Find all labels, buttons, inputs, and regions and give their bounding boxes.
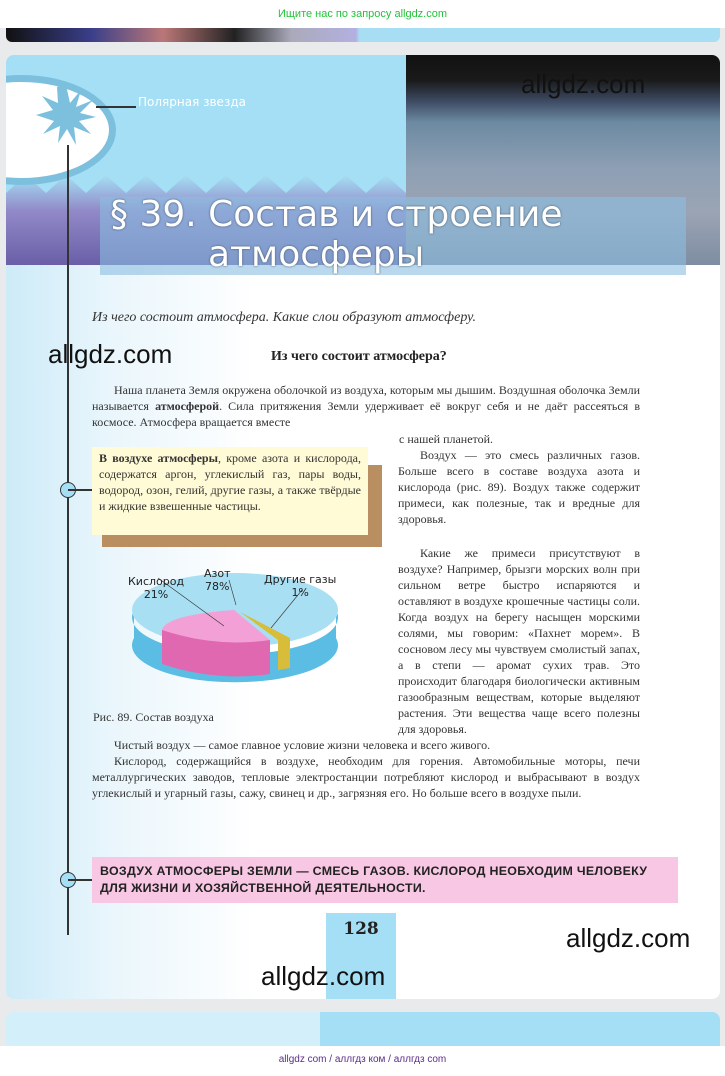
- margin-connector: [68, 879, 94, 881]
- page-number: 128: [326, 913, 396, 999]
- label-oxygen: [128, 575, 184, 601]
- paragraph-4: Чистый воздух — самое главное условие жизни человека и всего живого.: [114, 738, 491, 752]
- margin-connector: [68, 489, 94, 491]
- watermark: allgdz.com: [261, 961, 386, 991]
- paragraph-3: Какие же примеси присутствуют в воздухе? Например, брызги морских волн при сильном ветре быстро испаряются и оставляют в воздухе крошечные частицы соли. Когда воздух на берегу насыщен морскими солями, мы говорим: «Пахнет морем». В сосновом лесу мы чувствуем смолистый запах, а в степи — аромат сухих трав. Это происходит благодаря биологически активным газообразным веществам, которые выделяют растения. Эти вещества чаще всего полезны для здоровья.: [398, 546, 640, 736]
- label-other: [264, 573, 336, 599]
- title-line-2: атмосферы: [208, 234, 425, 275]
- label-nitrogen: [204, 567, 231, 593]
- paragraph-1: [92, 382, 640, 430]
- paragraph-2: Воздух — это смесь различных газов. Больше всего в составе воздуха азота и кислорода (рис. 89). Воздух также содержит примеси, как полезные, так и вредные для здоровья.: [398, 448, 640, 526]
- text: . Сила притяжения Земли удерживает её вокруг себя и не даёт рассеяться в космосе. Атмосфера вращается вместе: [92, 399, 640, 429]
- slice-label: Кислород: [128, 575, 185, 588]
- footer-links[interactable]: allgdz com / аллгдз ком / аллгдз com: [0, 1046, 725, 1076]
- polar-star-icon: [36, 85, 96, 145]
- text: Наша планета Земля окружена оболочкой из воздуха, которым мы дышим. Воздушная оболочка Земли называется: [92, 383, 640, 413]
- slice-value: 1%: [291, 586, 309, 599]
- section-heading: Из чего состоит атмосфера?: [271, 349, 447, 364]
- title-line-1: § 39. Состав и строение: [110, 194, 563, 235]
- margin-line: [67, 145, 69, 935]
- term: В воздухе атмосферы: [99, 451, 218, 465]
- page-title: [110, 195, 563, 275]
- paragraph-5: Кислород, содержащийся в воздухе, необходим для горения. Автомобильные моторы, печи металлургических заводов, тепловые электростанции потребляют кислород и выбрасывают в воздух углекислый и угарный газы, сажу, свинец и др., загрязняя его. Но больше всего в воздухе пыли.: [92, 754, 640, 800]
- rubric-label: Полярная звезда: [138, 95, 246, 109]
- paragraph-1-end: с нашей планетой.: [399, 432, 494, 446]
- watermark: allgdz.com: [521, 69, 646, 99]
- textbook-page: [6, 55, 720, 999]
- previous-page-strip: [6, 28, 720, 42]
- top-banner[interactable]: Ищите нас по запросу allgdz.com: [0, 0, 725, 28]
- rubric-connector: [96, 106, 136, 108]
- slice-value: 78%: [205, 580, 230, 593]
- lesson-questions: Из чего состоит атмосфера. Какие слои образуют атмосферу.: [92, 310, 476, 325]
- text: , кроме азота и кислорода, содержатся аргон, углекислый газ, пары воды, водород, озон, гелий, другие газы, а также твёрдые и жидкие взвешенные частицы.: [99, 451, 361, 513]
- watermark: allgdz.com: [48, 339, 173, 369]
- slice-label: Другие газы: [264, 573, 337, 586]
- key-statement: ВОЗДУХ АТМОСФЕРЫ ЗЕМЛИ — СМЕСЬ ГАЗОВ. КИСЛОРОД НЕОБХОДИМ ЧЕЛОВЕКУ ДЛЯ ЖИЗНИ И ХОЗЯЙСТВЕННОЙ ДЕЯТЕЛЬНОСТИ.: [92, 857, 678, 903]
- slice-label: Азот: [204, 567, 231, 580]
- watermark: allgdz.com: [566, 923, 691, 953]
- definition-box: [92, 447, 368, 535]
- term: атмосферой: [155, 399, 220, 413]
- figure-caption: Рис. 89. Состав воздуха: [93, 710, 214, 724]
- slice-value: 21%: [143, 588, 169, 601]
